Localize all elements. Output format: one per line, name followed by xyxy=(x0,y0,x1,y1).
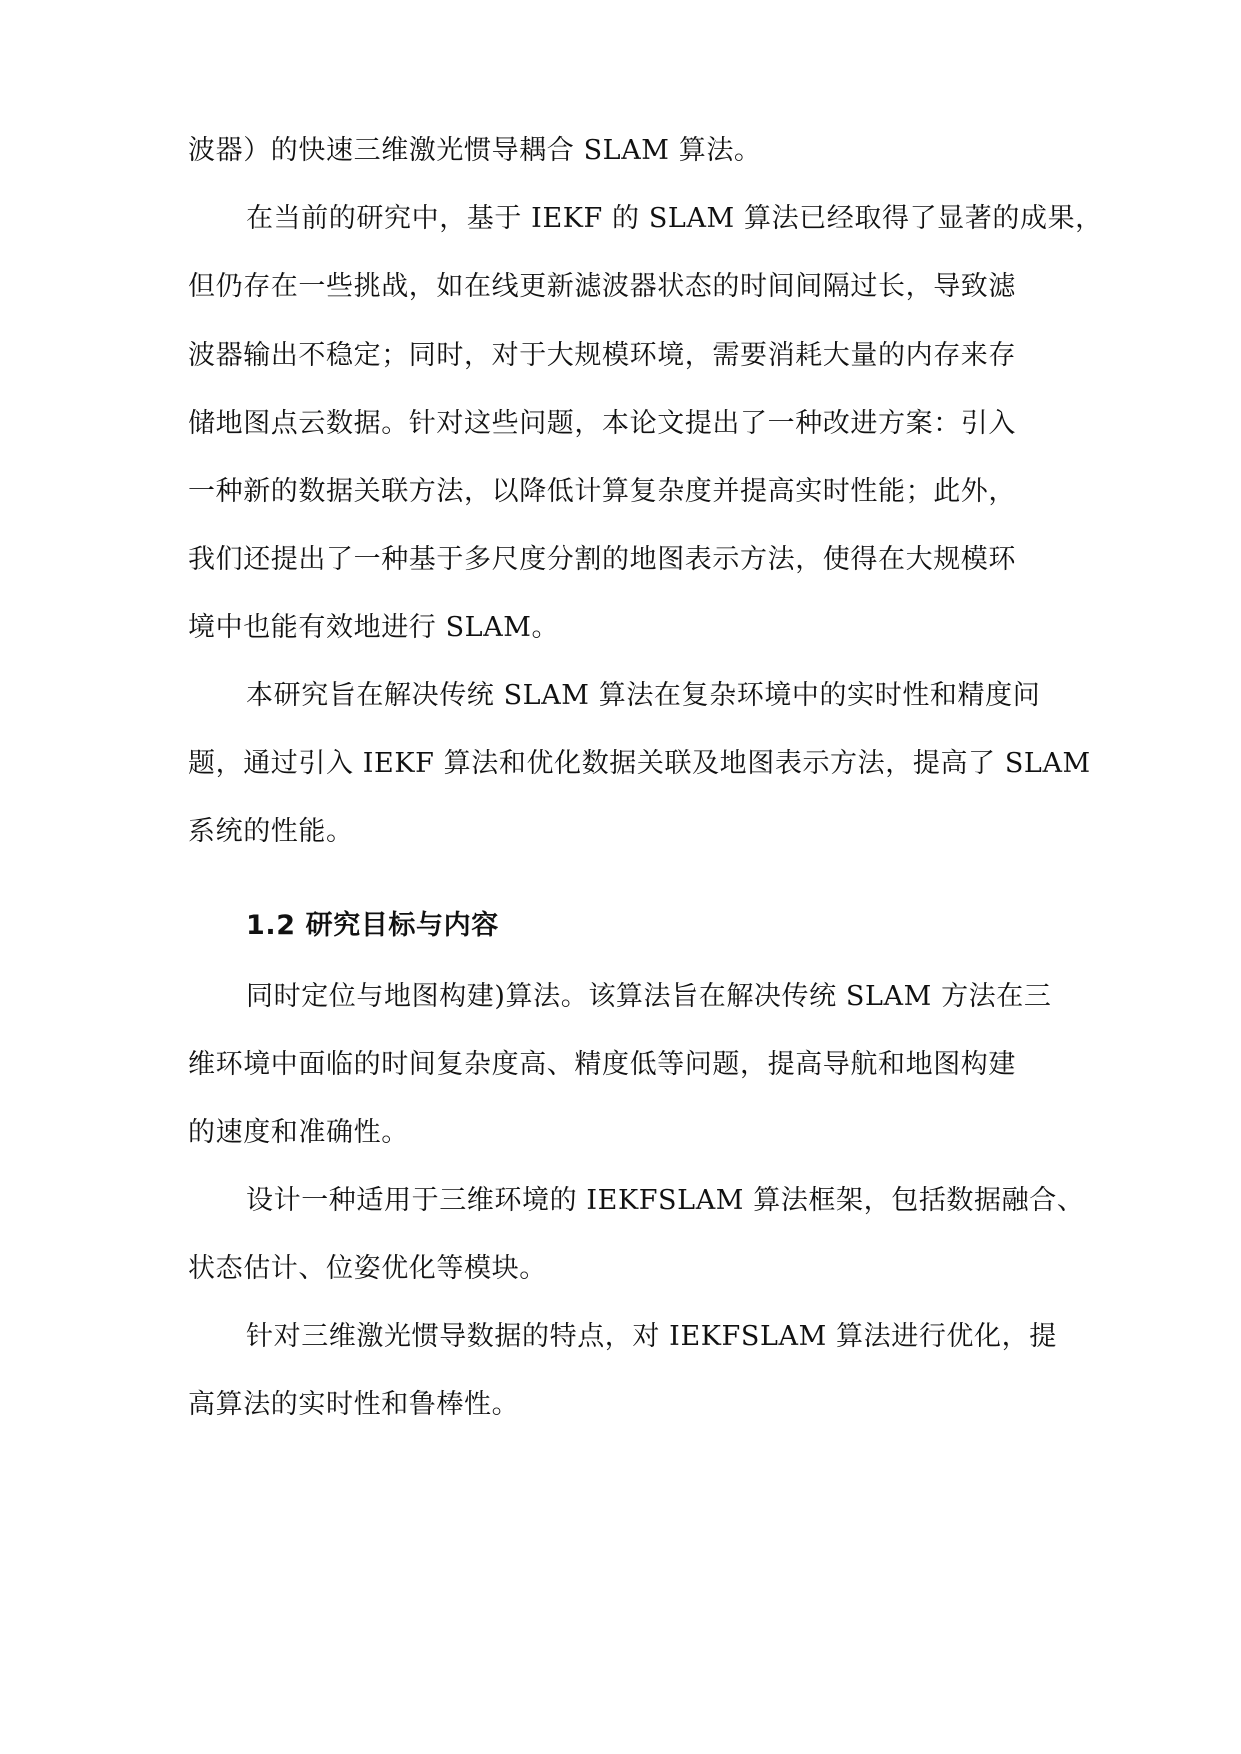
paragraph-line: 境中也能有效地进行 SLAM。 xyxy=(188,612,560,643)
paragraph-line: 储地图点云数据。针对这些问题，本论文提出了一种改进方案：引入 xyxy=(188,408,1016,439)
paragraph-line: 在当前的研究中，基于 IEKF 的 SLAM 算法已经取得了显著的成果， xyxy=(246,203,1103,234)
paragraph-line: 维环境中面临的时间复杂度高、精度低等问题，提高导航和地图构建 xyxy=(188,1049,1016,1080)
paragraph-line: 系统的性能。 xyxy=(188,816,354,847)
paragraph-line: 针对三维激光惯导数据的特点，对 IEKFSLAM 算法进行优化，提 xyxy=(246,1321,1057,1352)
paragraph-line: 状态估计、位姿优化等模块。 xyxy=(188,1253,547,1284)
paragraph-line: 一种新的数据关联方法，以降低计算复杂度并提高实时性能；此外， xyxy=(188,476,1016,507)
paragraph-line: 设计一种适用于三维环境的 IEKFSLAM 算法框架，包括数据融合、 xyxy=(246,1185,1085,1216)
section-heading: 1.2 研究目标与内容 xyxy=(246,910,499,941)
paragraph-line: 但仍存在一些挑战，如在线更新滤波器状态的时间间隔过长，导致滤 xyxy=(188,271,1016,302)
paragraph-line: 本研究旨在解决传统 SLAM 算法在复杂环境中的实时性和精度问 xyxy=(246,680,1041,711)
paragraph-line: 我们还提出了一种基于多尺度分割的地图表示方法，使得在大规模环 xyxy=(188,544,1016,575)
paragraph-line: 高算法的实时性和鲁棒性。 xyxy=(188,1389,520,1420)
paragraph-line: 波器）的快速三维激光惯导耦合 SLAM 算法。 xyxy=(188,135,762,166)
paragraph-line: 波器输出不稳定；同时，对于大规模环境，需要消耗大量的内存来存 xyxy=(188,340,1016,371)
paragraph-line: 题，通过引入 IEKF 算法和优化数据关联及地图表示方法，提高了 SLAM xyxy=(188,748,1091,779)
paragraph-line: 同时定位与地图构建)算法。该算法旨在解决传统 SLAM 方法在三 xyxy=(246,981,1052,1012)
paragraph-line: 的速度和准确性。 xyxy=(188,1117,409,1148)
